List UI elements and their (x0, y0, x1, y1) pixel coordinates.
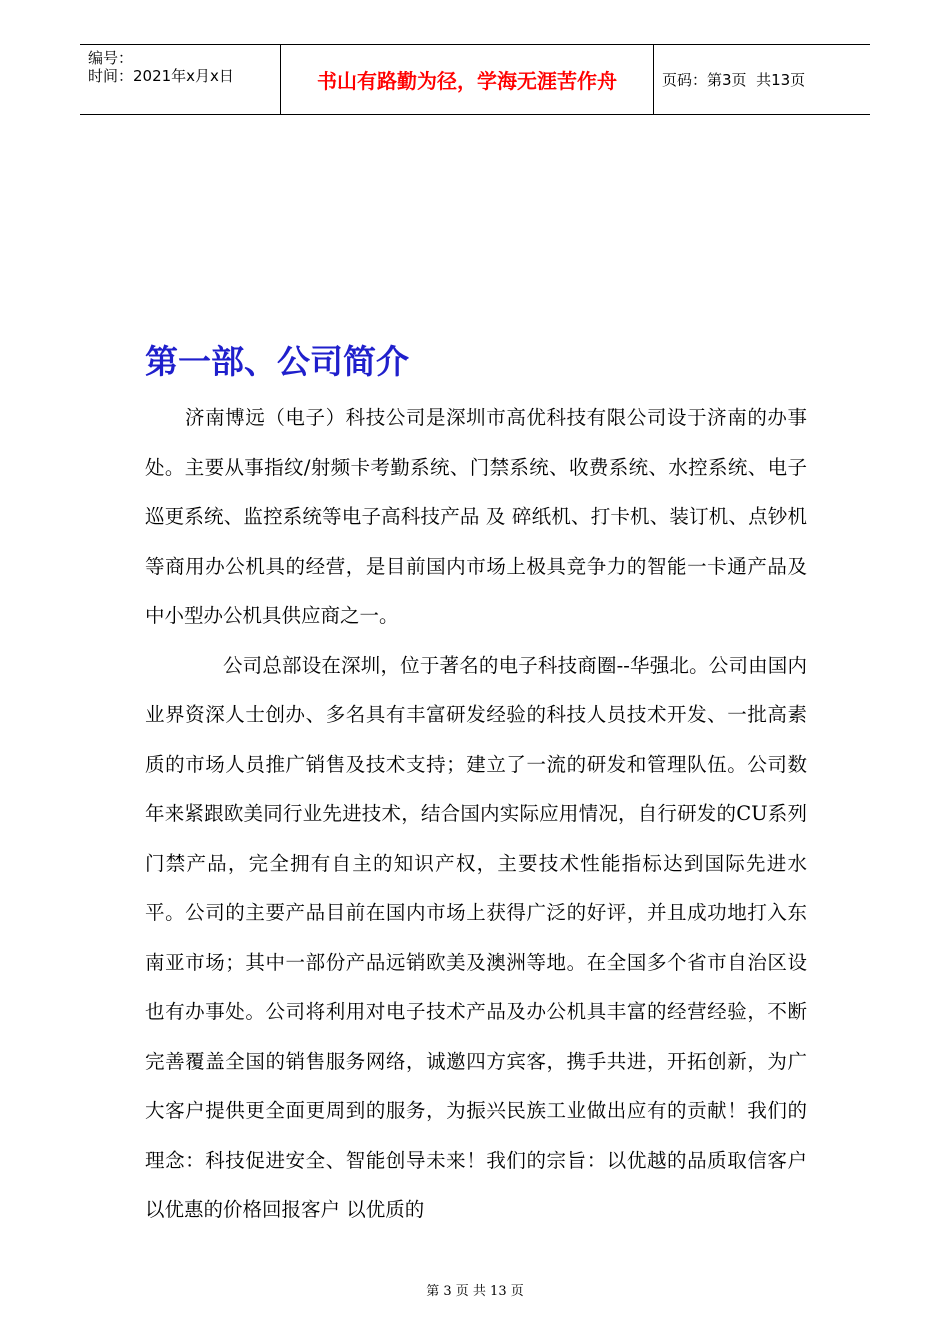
section-title: 第一部、公司简介 (145, 342, 409, 381)
document-number-label: 编号： (88, 49, 134, 67)
section-body (145, 393, 807, 1235)
header-motto: 书山有路勤为径，学海无涯苦作舟 (281, 45, 654, 114)
header-page-info (654, 45, 870, 114)
page-footer: 第 3 页 共 13 页 (426, 1284, 524, 1299)
paragraph-company-headquarters: 公司总部设在深圳，位于著名的电子科技商圈--华强北。公司由国内业界资深人士创办、多名具有丰富研发经验的科技人员技术开发、一批高素质的市场人员推广销售及技术支持；建立了一流的研发和管理队伍。公司数年来紧跟欧美同行业先进技术，结合国内实际应用情况，自行研发的CU系列门禁产品，完全拥有自主的知识产权，主要技术性能指标达到国际先进水平。公司的主要产品目前在国内市场上获得广泛的好评，并且成功地打入东南亚市场；其中一部份产品远销欧美及澳洲等地。在全国多个省市自治区设也有办事处。公司将利用对电子技术产品及办公机具丰富的经营经验，不断完善覆盖全国的销售服务网络，诚邀四方宾客，携手共进，开拓创新，为广大客户提供更全面更周到的服务，为振兴民族工业做出应有的贡献！我们的理念：科技促进安全、智能创导未来！我们的宗旨：以优越的品质取信客户 以优惠的价格回报客户 以优质的 (145, 653, 807, 1221)
paragraph-company-overview: 济南博远（电子）科技公司是深圳市高优科技有限公司设于济南的办事处。主要从事指纹/射频卡考勤系统、门禁系统、收费系统、水控系统、电子巡更系统、监控系统等电子高科技产品 及 碎纸机、打卡机、装订机、点钞机等商用办公机具的经营，是目前国内市场上极具竞争力的智能一卡通产品及中小型办公机具供应商之一。 (145, 406, 807, 627)
header-page-info-text: 页码：第3页 共13页 (662, 71, 806, 89)
document-time-label: 时间：2021年x月x日 (88, 67, 234, 85)
page-header (80, 44, 870, 115)
header-meta (80, 45, 281, 114)
